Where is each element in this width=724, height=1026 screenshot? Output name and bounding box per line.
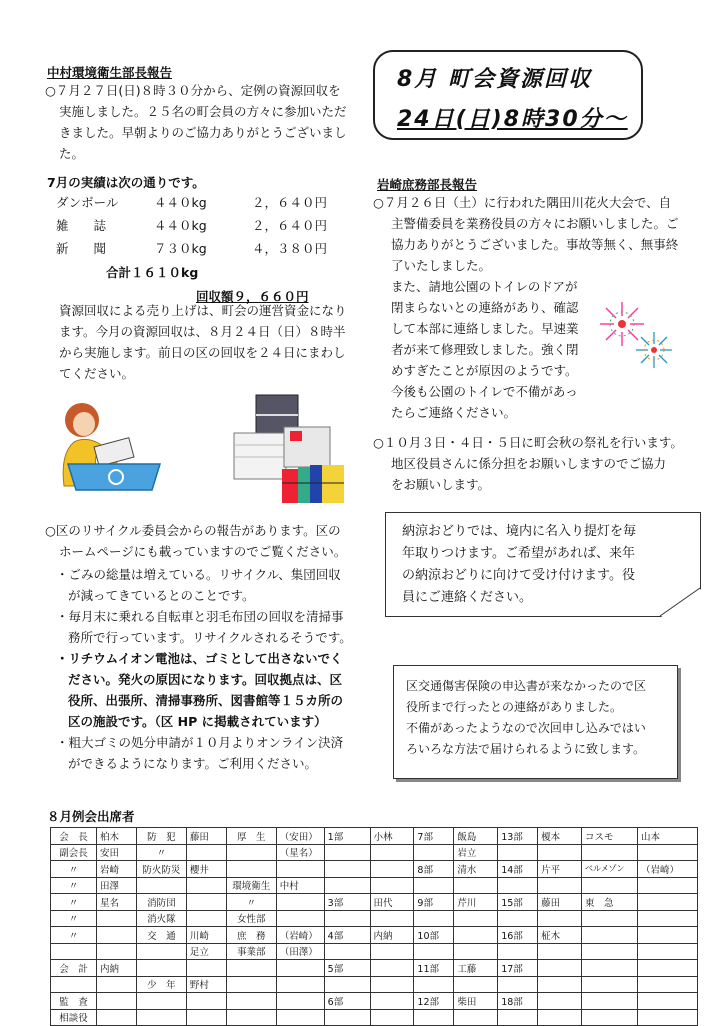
attendance-cell: 会 計 bbox=[51, 960, 97, 977]
attendance-cell bbox=[498, 1009, 538, 1026]
attendance-cell bbox=[324, 910, 370, 927]
attendance-cell: 防火防災 bbox=[136, 861, 186, 878]
attendance-row bbox=[51, 894, 698, 911]
attendance-cell bbox=[324, 861, 370, 878]
recycle-intro-line: ○区のリサイクル委員会からの報告があります。区の bbox=[45, 523, 341, 538]
attendance-cell: 10部 bbox=[414, 927, 454, 944]
attendance-cell bbox=[324, 844, 370, 861]
attendance-cell: 7部 bbox=[414, 828, 454, 845]
results-weight: ４４０kg bbox=[154, 217, 207, 233]
attendance-cell: 〃 bbox=[51, 877, 97, 894]
attendance-cell bbox=[276, 976, 324, 993]
attendance-cell bbox=[276, 910, 324, 927]
attendance-cell: 工藤 bbox=[454, 960, 498, 977]
collection-title-box bbox=[373, 50, 643, 140]
attendance-cell: 監 査 bbox=[51, 993, 97, 1010]
attendance-cell bbox=[538, 976, 582, 993]
attendance-cell: 9部 bbox=[414, 894, 454, 911]
festival-line: 地区役員さんに係分担をお願いしますのでご協力 bbox=[391, 456, 667, 471]
attendance-cell bbox=[226, 1009, 276, 1026]
report1-title: 中村環境衛生部長報告 bbox=[47, 65, 173, 80]
attendance-cell: 事業部 bbox=[226, 943, 276, 960]
attendance-row bbox=[51, 927, 698, 944]
person-sorting-recycling-icon bbox=[44, 394, 164, 494]
report2-line: たらご連絡ください。 bbox=[391, 405, 517, 420]
attendance-cell bbox=[276, 861, 324, 878]
attendance-cell bbox=[414, 976, 454, 993]
attendance-row bbox=[51, 844, 698, 861]
attendance-cell: 飯島 bbox=[454, 828, 498, 845]
attendance-cell bbox=[582, 844, 638, 861]
bullet-line: ださい。発火の原因になります。回収拠点は、区 bbox=[68, 672, 343, 687]
sales-line: 資源回収による売り上げは、町会の運営資金になり bbox=[59, 303, 347, 318]
attendance-cell bbox=[498, 844, 538, 861]
attendance-cell bbox=[538, 910, 582, 927]
attendance-cell: 〃 bbox=[51, 861, 97, 878]
results-row bbox=[52, 190, 331, 213]
attendance-cell bbox=[226, 861, 276, 878]
attendance-cell bbox=[324, 943, 370, 960]
attendance-cell: 山本 bbox=[637, 828, 697, 845]
paper-stacks-icon bbox=[230, 387, 348, 509]
attendance-cell: 東 急 bbox=[582, 894, 638, 911]
attendance-cell bbox=[454, 943, 498, 960]
bullet-line: 役所、出張所、清掃事務所、図書館等１５カ所の bbox=[68, 693, 344, 708]
attendance-cell: 〃 bbox=[226, 894, 276, 911]
attendance-cell: 星名 bbox=[96, 894, 136, 911]
attendance-cell: ベルメゾン bbox=[582, 861, 638, 878]
attendance-cell: 安田 bbox=[96, 844, 136, 861]
bullet-line: 区の施設です。（区 HP に掲載されています） bbox=[68, 714, 327, 729]
attendance-cell bbox=[136, 1009, 186, 1026]
report2-line: 協力ありがとうございました。事故等無く、無事終 bbox=[391, 237, 679, 252]
attendance-row bbox=[51, 910, 698, 927]
report1-line: 実施しました。２５名の町会員の方々に参加いただ bbox=[59, 104, 347, 119]
attendance-cell bbox=[498, 877, 538, 894]
attendance-cell: 消防団 bbox=[136, 894, 186, 911]
festival-line: ○１０月３日・４日・５日に町会秋の祭礼を行います。 bbox=[373, 435, 683, 450]
attendance-cell bbox=[637, 894, 697, 911]
attendance-cell bbox=[186, 844, 226, 861]
attendance-cell bbox=[582, 976, 638, 993]
attendance-cell bbox=[136, 943, 186, 960]
attendance-cell bbox=[226, 993, 276, 1010]
attendance-cell bbox=[538, 960, 582, 977]
attendance-cell: 柏木 bbox=[96, 828, 136, 845]
attendance-cell bbox=[136, 877, 186, 894]
results-item: 新 聞 bbox=[56, 240, 107, 256]
notice-line: 区交通傷害保険の申込書が来なかったので区 bbox=[406, 679, 647, 693]
attendance-cell bbox=[498, 910, 538, 927]
attendance-cell bbox=[96, 993, 136, 1010]
attendance-cell: 3部 bbox=[324, 894, 370, 911]
attendance-cell: 環境衛生 bbox=[226, 877, 276, 894]
attendance-cell: 藤田 bbox=[186, 828, 226, 845]
attendance-cell bbox=[414, 910, 454, 927]
attendance-row bbox=[51, 877, 698, 894]
attendance-cell bbox=[370, 910, 414, 927]
notice-line: 不備があったようなので次回申し込みではい bbox=[406, 721, 646, 735]
bullet-line: ・ごみの総量は増えている。リサイクル、集団回収 bbox=[56, 567, 341, 582]
attendance-cell bbox=[414, 1009, 454, 1026]
attendance-cell: 会 長 bbox=[51, 828, 97, 845]
attendance-cell: 〃 bbox=[136, 844, 186, 861]
attendance-cell bbox=[370, 960, 414, 977]
attendance-cell bbox=[637, 960, 697, 977]
attendance-row bbox=[51, 976, 698, 993]
attendance-cell bbox=[370, 943, 414, 960]
attendance-cell: 小林 bbox=[370, 828, 414, 845]
attendance-cell: 内納 bbox=[96, 960, 136, 977]
attendance-cell: 副会長 bbox=[51, 844, 97, 861]
attendance-cell bbox=[226, 976, 276, 993]
attendance-cell bbox=[370, 1009, 414, 1026]
sales-line: てください。 bbox=[59, 366, 135, 381]
results-item: ダンボール bbox=[56, 194, 119, 210]
attendance-cell bbox=[51, 943, 97, 960]
attendance-cell bbox=[276, 1009, 324, 1026]
attendance-cell: 庶 務 bbox=[226, 927, 276, 944]
report1-line: た。 bbox=[59, 146, 85, 161]
attendance-cell bbox=[370, 976, 414, 993]
report2-line: 主警備委員を業務役員の方々にお願いしました。ご bbox=[391, 216, 679, 231]
report2-line: して本部に連絡しました。早速業 bbox=[391, 321, 579, 336]
attendance-cell: 5部 bbox=[324, 960, 370, 977]
attendance-cell: 足立 bbox=[186, 943, 226, 960]
attendance-cell bbox=[226, 960, 276, 977]
recycle-intro bbox=[45, 520, 370, 562]
attendance-cell bbox=[96, 1009, 136, 1026]
recycle-bullets bbox=[56, 564, 366, 774]
festival-paragraph bbox=[373, 432, 703, 495]
attendance-cell bbox=[226, 844, 276, 861]
bullet-line: が減ってきているとのことです。 bbox=[68, 588, 255, 603]
report2-line: ○７月２６日（土）に行われた隅田川花火大会で、自 bbox=[373, 195, 672, 210]
attendance-title: ８月例会出席者 bbox=[47, 809, 135, 824]
total-weight: 合計１６１０kg bbox=[106, 265, 199, 280]
lantern-line: 員にご連絡ください。 bbox=[402, 590, 533, 605]
attendance-cell bbox=[276, 960, 324, 977]
attendance-cell: コスモ bbox=[582, 828, 638, 845]
report2-line: 了いたしました。 bbox=[391, 258, 492, 273]
attendance-cell: 川崎 bbox=[186, 927, 226, 944]
attendance-cell: 13部 bbox=[498, 828, 538, 845]
attendance-cell bbox=[582, 1009, 638, 1026]
collection-title: 8月 町会資源回収 bbox=[397, 67, 592, 92]
attendance-cell: 14部 bbox=[498, 861, 538, 878]
report1-body bbox=[45, 80, 365, 164]
attendance-cell: 女性部 bbox=[226, 910, 276, 927]
attendance-cell: 岩立 bbox=[454, 844, 498, 861]
attendance-cell bbox=[186, 993, 226, 1010]
attendance-cell bbox=[324, 877, 370, 894]
attendance-cell: 藤田 bbox=[538, 894, 582, 911]
attendance-cell: 〃 bbox=[51, 910, 97, 927]
attendance-cell bbox=[454, 1009, 498, 1026]
attendance-cell: 清水 bbox=[454, 861, 498, 878]
attendance-cell: 12部 bbox=[414, 993, 454, 1010]
attendance-cell: 野村 bbox=[186, 976, 226, 993]
sales-line: から実施します。前日の区の回収を２４日にまわし bbox=[59, 345, 346, 360]
attendance-cell bbox=[370, 861, 414, 878]
lantern-line: 年取りつけます。ご希望があれば、来年 bbox=[402, 546, 635, 561]
attendance-cell: 柴田 bbox=[454, 993, 498, 1010]
collection-datetime: 24日(日)8時30分～ bbox=[397, 107, 628, 132]
attendance-cell: （安田） bbox=[276, 828, 324, 845]
attendance-cell: 〃 bbox=[51, 894, 97, 911]
attendance-cell: 1部 bbox=[324, 828, 370, 845]
attendance-cell: 田代 bbox=[370, 894, 414, 911]
attendance-cell: 交 通 bbox=[136, 927, 186, 944]
bullet-line: ・リチウムイオン電池は、ゴミとして出さないでく bbox=[56, 651, 343, 666]
report2-title: 岩崎庶務部長報告 bbox=[377, 177, 478, 192]
attendance-cell bbox=[186, 1009, 226, 1026]
attendance-cell bbox=[414, 844, 454, 861]
attendance-cell bbox=[637, 877, 697, 894]
attendance-cell: 11部 bbox=[414, 960, 454, 977]
attendance-cell bbox=[96, 910, 136, 927]
attendance-cell bbox=[136, 993, 186, 1010]
attendance-cell: （田澤） bbox=[276, 943, 324, 960]
attendance-cell bbox=[96, 976, 136, 993]
attendance-cell bbox=[186, 960, 226, 977]
results-weight: ７３０kg bbox=[154, 240, 207, 256]
attendance-cell bbox=[538, 877, 582, 894]
bullet-line: ができるようになります。ご利用ください。 bbox=[68, 756, 318, 771]
attendance-cell bbox=[582, 993, 638, 1010]
fireworks-icon bbox=[594, 294, 680, 378]
bullet-line: ・毎月末に乗れる自転車と羽毛布団の回収を清掃事 bbox=[56, 609, 344, 624]
notice-line: ろいろな方法で届けられるように致します。 bbox=[406, 742, 646, 756]
attendance-cell bbox=[414, 943, 454, 960]
attendance-cell: 田澤 bbox=[96, 877, 136, 894]
attendance-cell: （星名） bbox=[276, 844, 324, 861]
attendance-cell bbox=[582, 960, 638, 977]
attendance-cell bbox=[582, 910, 638, 927]
callout-fold-line bbox=[659, 587, 701, 617]
attendance-cell bbox=[538, 1009, 582, 1026]
attendance-cell: 18部 bbox=[498, 993, 538, 1010]
attendance-row bbox=[51, 1009, 698, 1026]
results-amount: ２，６４０円 bbox=[252, 194, 328, 210]
report1-line: ○７月２７日(日)８時３０分から、定例の資源回収を bbox=[45, 83, 341, 98]
attendance-cell bbox=[637, 927, 697, 944]
attendance-cell: 4部 bbox=[324, 927, 370, 944]
report2-line: めすぎたことが原因のようです。 bbox=[391, 363, 578, 378]
report1-line: きました。早朝よりのご協力ありがとうございまし bbox=[59, 125, 347, 140]
insurance-notice-text bbox=[406, 676, 672, 760]
attendance-table bbox=[50, 827, 698, 1026]
total-amount: 回収額９，６６０円 bbox=[196, 289, 309, 304]
attendance-cell: 内納 bbox=[370, 927, 414, 944]
insurance-notice bbox=[393, 665, 678, 779]
results-row bbox=[52, 236, 331, 259]
attendance-cell bbox=[454, 976, 498, 993]
results-row bbox=[52, 213, 331, 236]
attendance-cell bbox=[498, 943, 538, 960]
notice-line: 役所まで行ったとの連絡がありました。 bbox=[406, 700, 623, 714]
lantern-callout bbox=[385, 512, 701, 617]
sales-line: ます。今月の資源回収は、８月２４日（日）８時半 bbox=[59, 324, 346, 339]
results-item: 雑 誌 bbox=[56, 217, 107, 233]
attendance-cell bbox=[370, 844, 414, 861]
attendance-cell bbox=[498, 976, 538, 993]
attendance-cell: 榎本 bbox=[538, 828, 582, 845]
attendance-cell: 8部 bbox=[414, 861, 454, 878]
attendance-cell bbox=[454, 927, 498, 944]
results-table bbox=[52, 190, 331, 259]
attendance-cell: 岩崎 bbox=[96, 861, 136, 878]
attendance-cell bbox=[186, 877, 226, 894]
attendance-cell bbox=[370, 877, 414, 894]
attendance-cell: （岩崎） bbox=[276, 927, 324, 944]
attendance-cell bbox=[96, 943, 136, 960]
attendance-cell: 片平 bbox=[538, 861, 582, 878]
attendance-cell bbox=[582, 877, 638, 894]
attendance-cell bbox=[637, 976, 697, 993]
attendance-row bbox=[51, 960, 698, 977]
attendance-cell bbox=[51, 976, 97, 993]
results-title: 7月の実績は次の通りです。 bbox=[47, 175, 205, 190]
lantern-line: の納涼おどりに向けて受け付けます。役 bbox=[402, 568, 635, 583]
attendance-cell: 防 犯 bbox=[136, 828, 186, 845]
attendance-cell bbox=[538, 993, 582, 1010]
attendance-cell bbox=[370, 993, 414, 1010]
bullet-line: 務所で行っています。リサイクルされるそうです。 bbox=[68, 630, 352, 645]
attendance-cell bbox=[96, 927, 136, 944]
sales-paragraph bbox=[59, 300, 365, 384]
attendance-cell bbox=[186, 894, 226, 911]
attendance-cell: 〃 bbox=[51, 927, 97, 944]
attendance-cell bbox=[324, 976, 370, 993]
bullet-line: ・粗大ゴミの処分申請が１０月よりオンライン決済 bbox=[56, 735, 344, 750]
attendance-cell: 消火隊 bbox=[136, 910, 186, 927]
attendance-cell: 芹川 bbox=[454, 894, 498, 911]
attendance-cell: 6部 bbox=[324, 993, 370, 1010]
attendance-cell bbox=[454, 910, 498, 927]
attendance-cell: 柾木 bbox=[538, 927, 582, 944]
results-weight: ４４０kg bbox=[154, 194, 207, 210]
attendance-cell bbox=[538, 844, 582, 861]
recycle-intro-line: ホームページにも載っていますのでご覧ください。 bbox=[59, 544, 347, 559]
lantern-line: 納涼おどりでは、境内に名入り提灯を毎 bbox=[402, 524, 637, 539]
attendance-cell bbox=[454, 877, 498, 894]
attendance-cell: 17部 bbox=[498, 960, 538, 977]
attendance-cell bbox=[276, 894, 324, 911]
attendance-cell bbox=[637, 943, 697, 960]
attendance-cell: 16部 bbox=[498, 927, 538, 944]
attendance-cell bbox=[276, 993, 324, 1010]
report2-line: 閉まらないとの連絡があり、確認 bbox=[391, 300, 579, 315]
report2-line: 者が来て修理致しました。強く閉 bbox=[391, 342, 579, 357]
attendance-row bbox=[51, 861, 698, 878]
attendance-cell bbox=[538, 943, 582, 960]
attendance-cell bbox=[637, 1009, 697, 1026]
attendance-cell bbox=[414, 877, 454, 894]
attendance-row bbox=[51, 943, 698, 960]
results-amount: ４，３８０円 bbox=[252, 240, 328, 256]
festival-line: をお願いします。 bbox=[391, 477, 491, 492]
attendance-cell: 櫻井 bbox=[186, 861, 226, 878]
attendance-row bbox=[51, 993, 698, 1010]
report2-line: 今後も公園のトイレで不備があっ bbox=[391, 384, 578, 399]
attendance-cell bbox=[637, 844, 697, 861]
report2-line: また、請地公園のトイレのドアが bbox=[391, 279, 578, 294]
attendance-cell bbox=[582, 943, 638, 960]
attendance-cell: 15部 bbox=[498, 894, 538, 911]
attendance-cell bbox=[637, 910, 697, 927]
attendance-cell: 少 年 bbox=[136, 976, 186, 993]
attendance-cell bbox=[186, 910, 226, 927]
attendance-cell: 中村 bbox=[276, 877, 324, 894]
attendance-cell: 相談役 bbox=[51, 1009, 97, 1026]
attendance-cell: 厚 生 bbox=[226, 828, 276, 845]
attendance-cell: （岩崎） bbox=[637, 861, 697, 878]
results-amount: ２，６４０円 bbox=[252, 217, 328, 233]
attendance-cell bbox=[637, 993, 697, 1010]
attendance-row bbox=[51, 828, 698, 845]
attendance-cell bbox=[136, 960, 186, 977]
attendance-cell bbox=[582, 927, 638, 944]
attendance-cell bbox=[324, 1009, 370, 1026]
lantern-callout-text bbox=[402, 521, 692, 609]
